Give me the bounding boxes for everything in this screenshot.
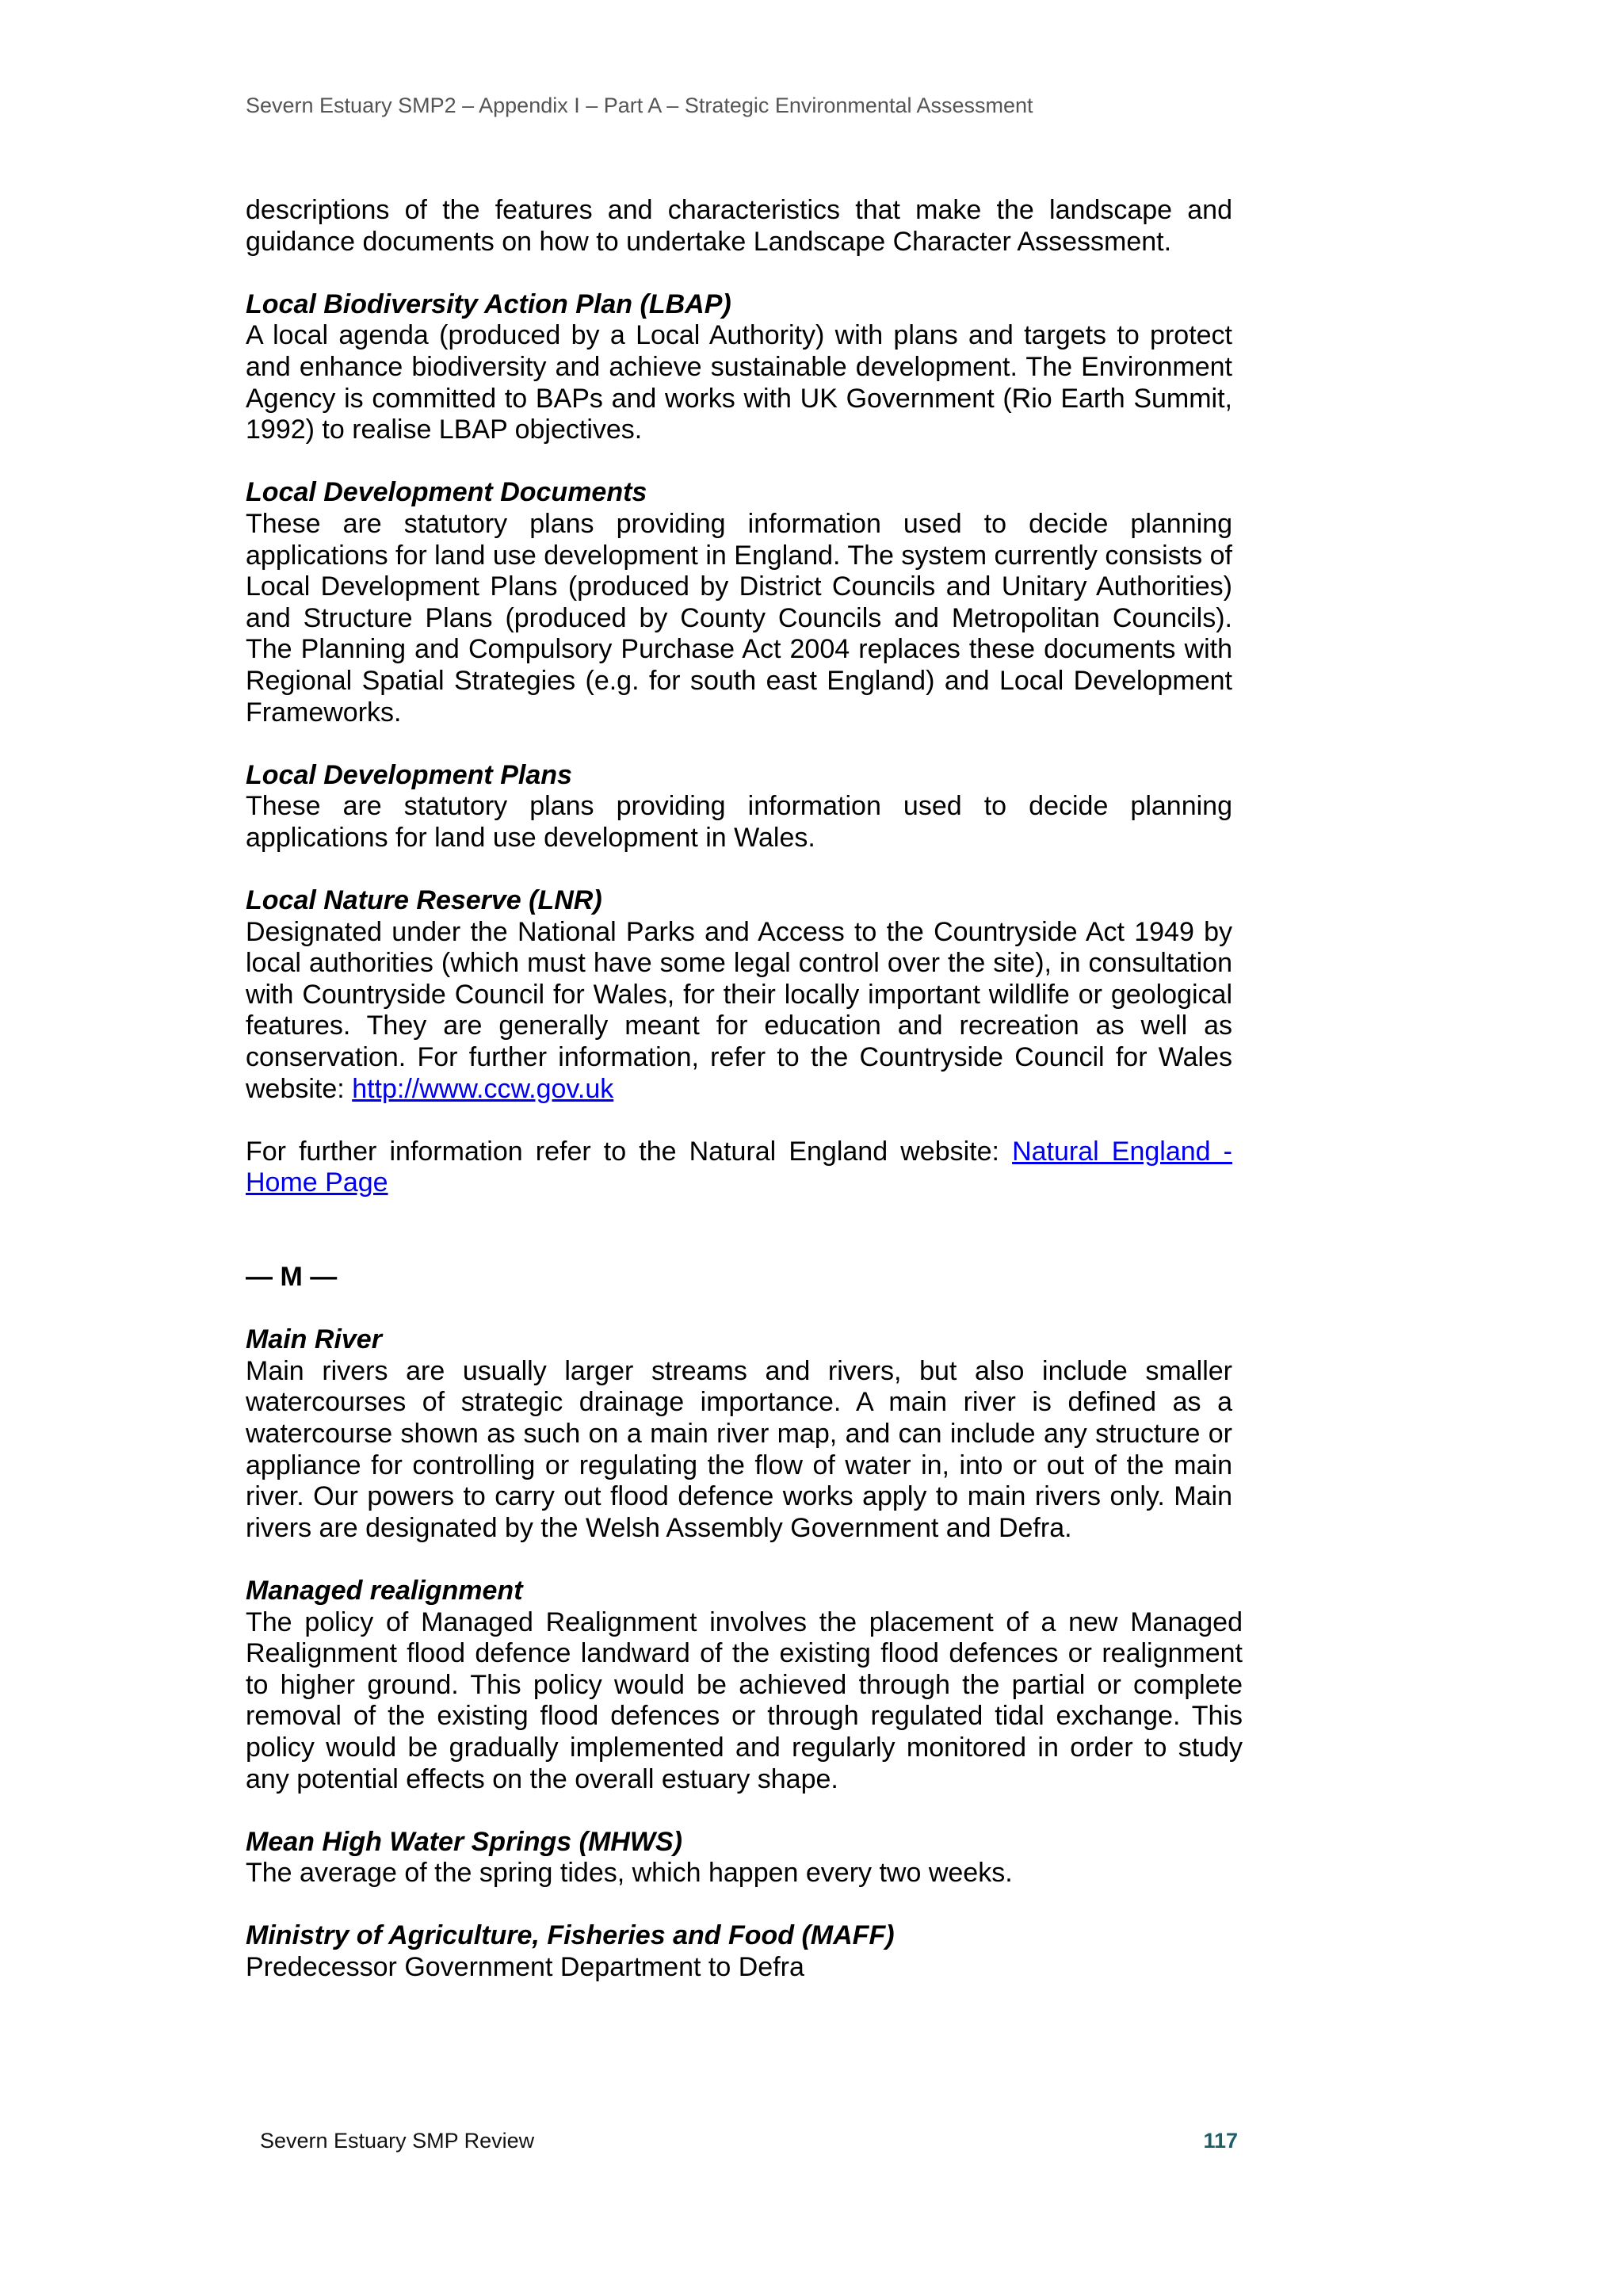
ccw-website-link[interactable]: http://www.ccw.gov.uk — [352, 1073, 614, 1104]
entry-definition: These are statutory plans providing information used to decide planning applications for land use development in England. The system currently consists of Local Development Plans (produced by District Councils and Unitary Authorities) and Structure Plans (produced by County Councils and Metropolitan Councils). The Planning and Compulsory Purchase Act 2004 replaces these documents with Regional Spatial Strategies (e.g. for south east England) and Local Development Frameworks. — [246, 508, 1232, 728]
section-letter-m: — M — — [246, 1262, 338, 1292]
entry-definition: Predecessor Government Department to Defra — [246, 1952, 804, 1983]
entry-definition: Main rivers are usually larger streams and rivers, but also include smaller watercourses of strategic drainage importance. A main river is defined as a watercourse shown as such on a main river map, and can include any structure or appliance for controlling or regulating the flow of water in, into or out of the main river. Our powers to carry out flood defence works apply to main rivers only. Main rivers are designated by the Welsh Assembly Government and Defra. — [246, 1355, 1232, 1543]
footer-document-name: Severn Estuary SMP Review — [260, 2129, 535, 2153]
entry-term: Ministry of Agriculture, Fisheries and Food (MAFF) — [246, 1920, 895, 1951]
entry-definition: The average of the spring tides, which happen every two weeks. — [246, 1858, 1013, 1889]
natural-england-paragraph — [246, 1137, 1232, 1199]
document-body — [246, 195, 1243, 2015]
natural-england-text: For further information refer to the Natural England website: — [246, 1136, 1013, 1167]
entry-term: Local Development Documents — [246, 477, 647, 508]
entry-definition: A local agenda (produced by a Local Authority) with plans and targets to protect and enhance biodiversity and achieve sustainable development. The Environment Agency is committed to BAPs and works with UK Government (Rio Earth Summit, 1992) to realise LBAP objectives. — [246, 320, 1232, 445]
running-header: Severn Estuary SMP2 – Appendix I – Part A – Strategic Environmental Assessment — [246, 94, 1033, 117]
definition-text: Designated under the National Parks and Access to the Countryside Act 1949 by local authorities (which must have some legal control over the site), in consultation with Countryside Council for Wales, for their locally important wildlife or geological features. They are generally meant for education and recreation as well as conservation. For further information, refer to the Countryside Council for Wales website: — [246, 916, 1232, 1104]
glossary-entry-lbap — [246, 289, 1232, 446]
entry-term: Mean High Water Springs (MHWS) — [246, 1826, 682, 1857]
entry-term: Local Development Plans — [246, 759, 572, 790]
entry-term: Local Biodiversity Action Plan (LBAP) — [246, 288, 731, 319]
entry-definition: The policy of Managed Realignment involves the placement of a new Managed Realignment flood defence landward of the existing flood defences or realignment to higher ground. This policy would be achieved through the partial or complete removal of the existing flood defences or through regulated tidal exchange. This policy would be gradually implemented and regularly monitored in order to study any potential effects on the overall estuary shape. — [246, 1606, 1243, 1794]
intro-paragraph: descriptions of the features and characteristics that make the landscape and guidance documents on how to undertake Landscape Character Assessment. — [246, 195, 1232, 257]
entry-definition — [246, 917, 1232, 1106]
entry-definition: These are statutory plans providing information used to decide planning applications for land use development in Wales. — [246, 791, 1232, 853]
glossary-entry-local-development-documents — [246, 477, 1232, 728]
entry-term: Main River — [246, 1324, 382, 1355]
entry-term: Local Nature Reserve (LNR) — [246, 885, 602, 916]
natural-england-link[interactable]: Natural England - Home Page — [246, 1136, 1232, 1198]
page-number: 117 — [1203, 2129, 1238, 2153]
glossary-entry-mhws — [246, 1827, 1232, 1889]
glossary-entry-local-development-plans — [246, 760, 1232, 854]
entry-term: Managed realignment — [246, 1575, 523, 1606]
glossary-entry-managed-realignment — [246, 1576, 1243, 1795]
glossary-entry-main-river — [246, 1324, 1232, 1544]
glossary-entry-maff — [246, 1920, 1232, 1983]
glossary-entry-lnr — [246, 885, 1232, 1199]
